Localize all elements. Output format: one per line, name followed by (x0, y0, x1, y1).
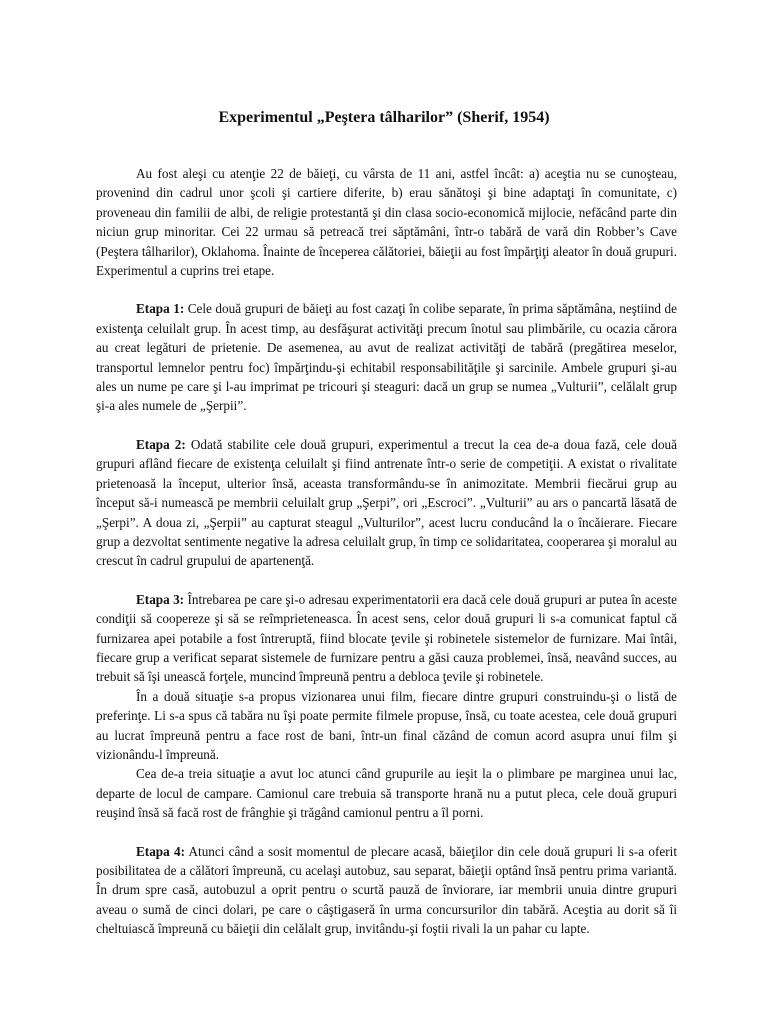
stage-4-text: Atunci când a sosit momentul de plecare acasă, băieţilor din cele două grupuri li s-a oferit posibilitatea de a călători împreună, cu acelaşi autobuz, sau separat, băieţii optând însă pentru prima variantă. În drum spre casă, autobuzul a oprit pentru o scurtă pauză de înviorare, iar membrii unuia dintre grupuri aveau o sumă de cinci dolari, pe care o câştigaseră în urma concursurilor din tabără. Aceştia au dorit să îi cheltuiască împreună cu băieţii din celălalt grup, invitându-şi foştii rivali la un pahar cu lapte. (96, 843, 677, 937)
stage-1-label: Etapa 1: (136, 301, 185, 317)
stage-3-label: Etapa 3: (136, 591, 185, 607)
stage-2-text: Odată stabilite cele două grupuri, experimentul a trecut la cea de-a doua fază, cele două grupuri aflând fiecare de existenţa celuilalt şi fiind antrenate într-o serie de competiţii. A existat o rivalitate prietenoasă la început, ulterior însă, aceasta transformându-se în animozitate. Membrii fiecărui grup au început să-i numească pe membrii celuilalt grup „Şerpi”, ori „Escroci”. „Vulturii” au ars o pancartă lăsată de „Şerpi”. A doua zi, „Şerpii” au capturat steagul „Vulturilor”, acest lucru conducând la o încăierare. Fiecare grup a dezvoltat sentimente negative la adresa celuilalt grup, în timp ce solidaritatea, cooperarea şi moralul au crescut în cadrul grupului de apartenenţă. (96, 436, 677, 569)
stage-3-second-situation: În a două situaţie s-a propus vizionarea unui film, fiecare dintre grupuri construindu-şi o listă de preferinţe. Li s-a spus că tabăra nu îşi poate permite filmele propuse, însă, cu toate acestea, cele două grupuri au lucrat împreună pentru a face rost de bani, într-un final căzând de comun acord asupra unui film şi vizionându-l împreună. (96, 688, 677, 762)
stage-3-third-situation: Cea de-a treia situaţie a avut loc atunci când grupurile au ieşit la o plimbare pe marginea unui lac, departe de locul de campare. Camionul care trebuia să transporte hrană nu a putut pleca, cele două grupuri reuşind însă să facă rost de frânghie şi trăgând camionul pentru a îl porni. (96, 766, 677, 821)
stage-1-paragraph (96, 299, 677, 415)
stage-3-text: Întrebarea pe care şi-o adresau experimentatorii era dacă cele două grupuri ar putea în aceste condiţii să coopereze şi să se reîmprieteneasca. În acest sens, celor două grupuri li s-a comunicat faptul că furnizarea apei potabile a fost întreruptă, fiind blocate ţevile şi robinetele sistemelor de furnizare. Mai întâi, fiecare grup a verificat separat sistemele de furnizare pentru a găsi cauza problemei, însă, neavând succes, au trebuit să îşi unească forţele, muncind împreună pentru a debloca ţevile şi robinetele. (96, 591, 677, 685)
stage-4-paragraph (96, 842, 677, 939)
document-title: Experimentul „Peştera tâlharilor” (Sherif, 1954) (218, 109, 550, 126)
stage-4-label: Etapa 4: (136, 843, 185, 859)
stage-1-text: Cele două grupuri de băieţi au fost cazaţi în colibe separate, în prima săptămâna, neştiind de existenţa celuilalt grup. În acest timp, au desfăşurat activităţi precum înotul sau plimbările, cu ocazia cărora au creat legături de prietenie. De asemenea, au avut de realizat activităţi de tabără (pregătirea meselor, transportul lemnelor pentru foc) împărţindu-şi echitabil responsabilităţile şi sarcinile. Ambele grupuri şi-au ales un nume pe care şi l-au imprimat pe tricouri şi steaguri: dacă un grup se numea „Vulturii”, celălalt grup şi-a ales numele de „Şerpii”. (96, 301, 677, 414)
document-body (96, 164, 677, 939)
intro-paragraph: Au fost aleşi cu atenţie 22 de băieţi, cu vârsta de 11 ani, astfel încât: a) aceştia nu se cunoşteau, provenind din cadrul unor şcoli şi cartiere diferite, b) erau sănătoşi şi bine adaptaţi în comunitate, c) proveneau din familii de albi, de religie protestantă şi din clasa socio-economică mijlocie, nefăcând parte din niciun grup minoritar. Cei 22 urmau să petreacă trei săptămâni, într-o tabără de vară din Robber’s Cave (Peştera tâlharilor), Oklahoma. Înainte de începerea călătoriei, băieţii au fost împărţiţi aleator în două grupuri. Experimentul a cuprins trei etape. (96, 166, 677, 279)
stage-2-label: Etapa 2: (136, 436, 186, 452)
stage-3-paragraph (96, 590, 677, 687)
stage-2-paragraph (96, 435, 677, 571)
